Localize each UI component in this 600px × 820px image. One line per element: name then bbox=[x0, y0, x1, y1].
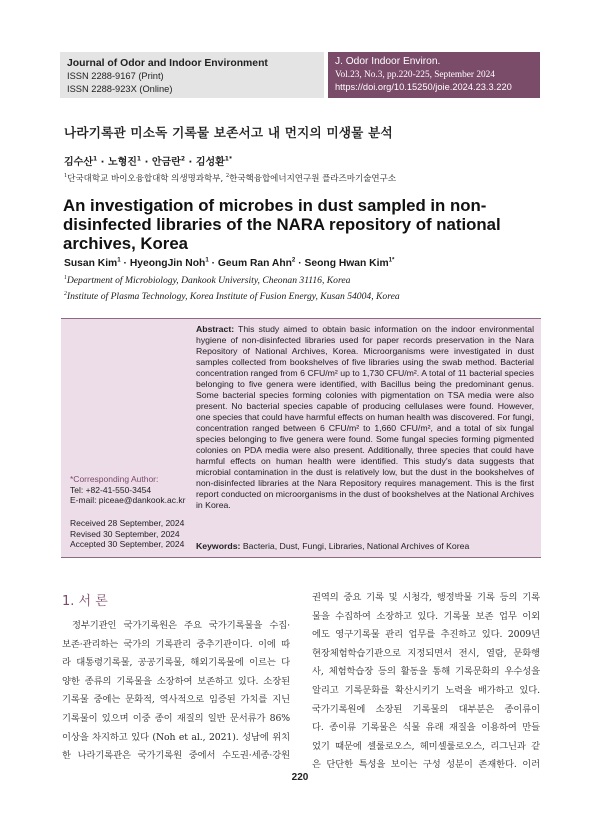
body-line: 사, 체험학습장 등의 활동을 통해 기록문화의 우수성을 bbox=[312, 666, 540, 678]
body-line: 국가기록원에 소장된 기록물의 대부분은 종이류이 bbox=[312, 703, 540, 715]
body-line: 은 단단한 특성을 보이는 구성 성분이 존재한다. 이러 bbox=[312, 759, 540, 771]
body-line: 기록물이 있으며 이중 종이 재질의 일반 문서류가 86% bbox=[62, 712, 290, 724]
affil-sup: 1 bbox=[64, 274, 67, 281]
body-line: 이상을 차지하고 있다 (Noh et al., 2021). 성남에 위치 bbox=[62, 731, 290, 743]
citation-block bbox=[328, 52, 540, 98]
body-line: 에도 영구기록물 관리 업무를 추진하고 있다. 2009년 bbox=[312, 629, 540, 641]
english-title: An investigation of microbes in dust sampled in non-disinfected libraries of the NARA repository of national archives, Korea bbox=[63, 196, 501, 253]
body-line: 물을 수집하여 소장하고 있다. 기록물 보존 업무 이외 bbox=[312, 610, 540, 622]
korean-affil-2: 한국핵융합에너지연구원 플라즈마기술연구소 bbox=[229, 174, 397, 184]
body-line: 양한 종류의 기록물을 소장하여 보존하고 있다. 소장된 bbox=[62, 675, 290, 687]
author-name: Geum Ran Ahn bbox=[217, 258, 292, 269]
affil-sup: 1 bbox=[64, 173, 68, 180]
corresponding-email[interactable]: E-mail: piceae@dankook.ac.kr bbox=[70, 495, 186, 506]
abstract bbox=[196, 324, 534, 511]
body-line: 한 나라기록관은 국가기록원 중에서 수도권·세종·강원 bbox=[62, 750, 290, 762]
journal-abbreviation: J. Odor Indoor Environ. bbox=[335, 56, 441, 67]
english-authors: Susan Kim$^1$ · HyeongJin Noh$^1$ · Geum Ran Ahn$^2$ · Seong Hwan Kim$^{1*}$ bbox=[64, 256, 395, 269]
journal-info-block bbox=[60, 52, 324, 98]
section-heading: 1. 서 론 bbox=[62, 594, 108, 609]
author-name: Seong Hwan Kim bbox=[304, 258, 389, 269]
body-line: 다. 종이류 기록물은 식물 유래 재질을 이용하여 만들 bbox=[312, 722, 540, 734]
received-date: Received 28 September, 2024 bbox=[70, 518, 185, 528]
corresponding-info bbox=[70, 474, 185, 506]
body-line: 었기 때문에 셀룰로오스, 헤미셀룰로오스, 리그닌과 같 bbox=[312, 740, 540, 752]
author-sup: 1 bbox=[136, 155, 142, 163]
journal-name: Journal of Odor and Indoor Environment bbox=[67, 58, 268, 69]
english-affil-1: Department of Microbiology, Dankook University, Cheonan 31116, Korea bbox=[66, 275, 351, 286]
korean-authors: 김수산$^1$ · 노형진$^1$ · 안금란$^2$ · 김성환$^{1*}$ bbox=[64, 155, 233, 168]
abstract-box bbox=[61, 318, 541, 558]
body-line: 정부기관인 국가기록원은 주요 국가기록물을 수집· bbox=[72, 620, 290, 631]
author-sup: 1* bbox=[224, 155, 233, 163]
body-line: 기록물 중에는 문화적, 역사적으로 임증된 가치를 지닌 bbox=[62, 694, 290, 706]
author-name: 김성환 bbox=[195, 157, 225, 168]
body-line: 라 대통령기록물, 공공기록물, 해외기록물에 이르는 다 bbox=[62, 657, 290, 669]
author-sup: 2 bbox=[291, 256, 296, 264]
korean-affil-1: 단국대학교 바이오융합대학 의생명과학부, bbox=[67, 174, 224, 184]
revised-date: Revised 30 September, 2024 bbox=[70, 528, 180, 539]
keywords bbox=[196, 541, 534, 551]
journal-header bbox=[60, 52, 540, 98]
body-column-right bbox=[312, 589, 540, 775]
author-name: 노형진 bbox=[107, 157, 137, 168]
abstract-text: This study aimed to obtain basic information on the indoor environmental hygiene of non-disinfected libraries used for paper records preservation in the Nara Repository of National Archives, Korea. Microorganisms were investigated in dust samples collected from bookshelves of five libraries using the swab method. Bacterial concentration ranged from 6 CFU/m² up to 1,730 CFU/m². A total of 11 bacterial species belonging to five genera were identified, with Bacillus being the predominant genus. Some bacterial species forming colonies with pigmentation on TSA media were also present. No bacterial species capable of producing cellulases were found. However, one species that could have harmful effects on human health was discovered. For fungi, concentration ranged between 6 CFU/m² to 1,660 CFU/m², and a total of six fungal species belonging to five genera were found. Some fungal species forming pigmented colonies on PDA media were also present. Additionally, three species that could have harmful effects on human health were identified. This study’s data suggests that microbial contamination in the dust is relatively low, but the dust in the bookshelves of non-disinfected libraries at the Nara Repository requires management. This is the first report conducted on microorganisms in the dust of bookshelves at the National Archives in Korea. bbox=[196, 324, 534, 510]
body-line: 알리고 기록문화를 확산시키기 노력을 배가하고 있다. bbox=[312, 684, 540, 696]
author-name: HyeongJin Noh bbox=[129, 258, 206, 269]
author-sup: 1 bbox=[92, 155, 98, 163]
author-sup: 1* bbox=[388, 256, 395, 264]
accepted-date: Accepted 30 September, 2024 bbox=[70, 539, 185, 550]
issn-online: ISSN 2288-923X (Online) bbox=[67, 83, 173, 94]
affil-sup: 2 bbox=[225, 173, 230, 180]
author-name: Susan Kim bbox=[64, 258, 118, 269]
page-number: 220 bbox=[291, 772, 309, 783]
author-sup: 1 bbox=[117, 256, 121, 264]
author-sup: 2 bbox=[180, 155, 186, 163]
volume-info: Vol.23, No.3, pp.220-225, September 2024 bbox=[335, 69, 495, 80]
body-line: 현장체험학습기관으로 지정되면서 전시, 열람, 문화행 bbox=[312, 647, 540, 659]
keywords-text: Bacteria, Dust, Fungi, Libraries, National Archives of Korea bbox=[242, 541, 470, 551]
body-line: 권역의 중요 기록 및 시청각, 행정박물 기록 등의 기록 bbox=[312, 592, 540, 603]
affil-sup: 2 bbox=[64, 290, 67, 297]
korean-affiliations bbox=[64, 172, 396, 184]
doi-link[interactable]: https://doi.org/10.15250/joie.2024.23.3.220 bbox=[335, 81, 512, 92]
keywords-label: Keywords: bbox=[196, 541, 241, 551]
english-affil-1-line bbox=[64, 275, 350, 286]
dates-info bbox=[70, 518, 184, 550]
english-affil-2: Institute of Plasma Technology, Korea Institute of Fusion Energy, Kusan 54004, Korea bbox=[66, 291, 400, 302]
korean-title: 나라기록관 미소독 기록물 보존서고 내 먼지의 미생물 분석 bbox=[64, 125, 393, 140]
english-affil-2-line bbox=[64, 291, 400, 302]
body-line: 보존·관리하는 국가의 기록관리 중추기관이다. 이에 따 bbox=[62, 638, 290, 650]
author-sup: 1 bbox=[205, 256, 209, 264]
issn-print: ISSN 2288-9167 (Print) bbox=[67, 71, 164, 81]
author-name: 안금란 bbox=[151, 157, 181, 168]
author-name: 김수산 bbox=[64, 157, 93, 168]
body-column-left bbox=[62, 617, 290, 766]
corresponding-label: *Corresponding Author: bbox=[70, 474, 159, 484]
corresponding-tel: Tel: +82-41-550-3454 bbox=[70, 484, 152, 495]
abstract-label: Abstract: bbox=[196, 324, 235, 334]
